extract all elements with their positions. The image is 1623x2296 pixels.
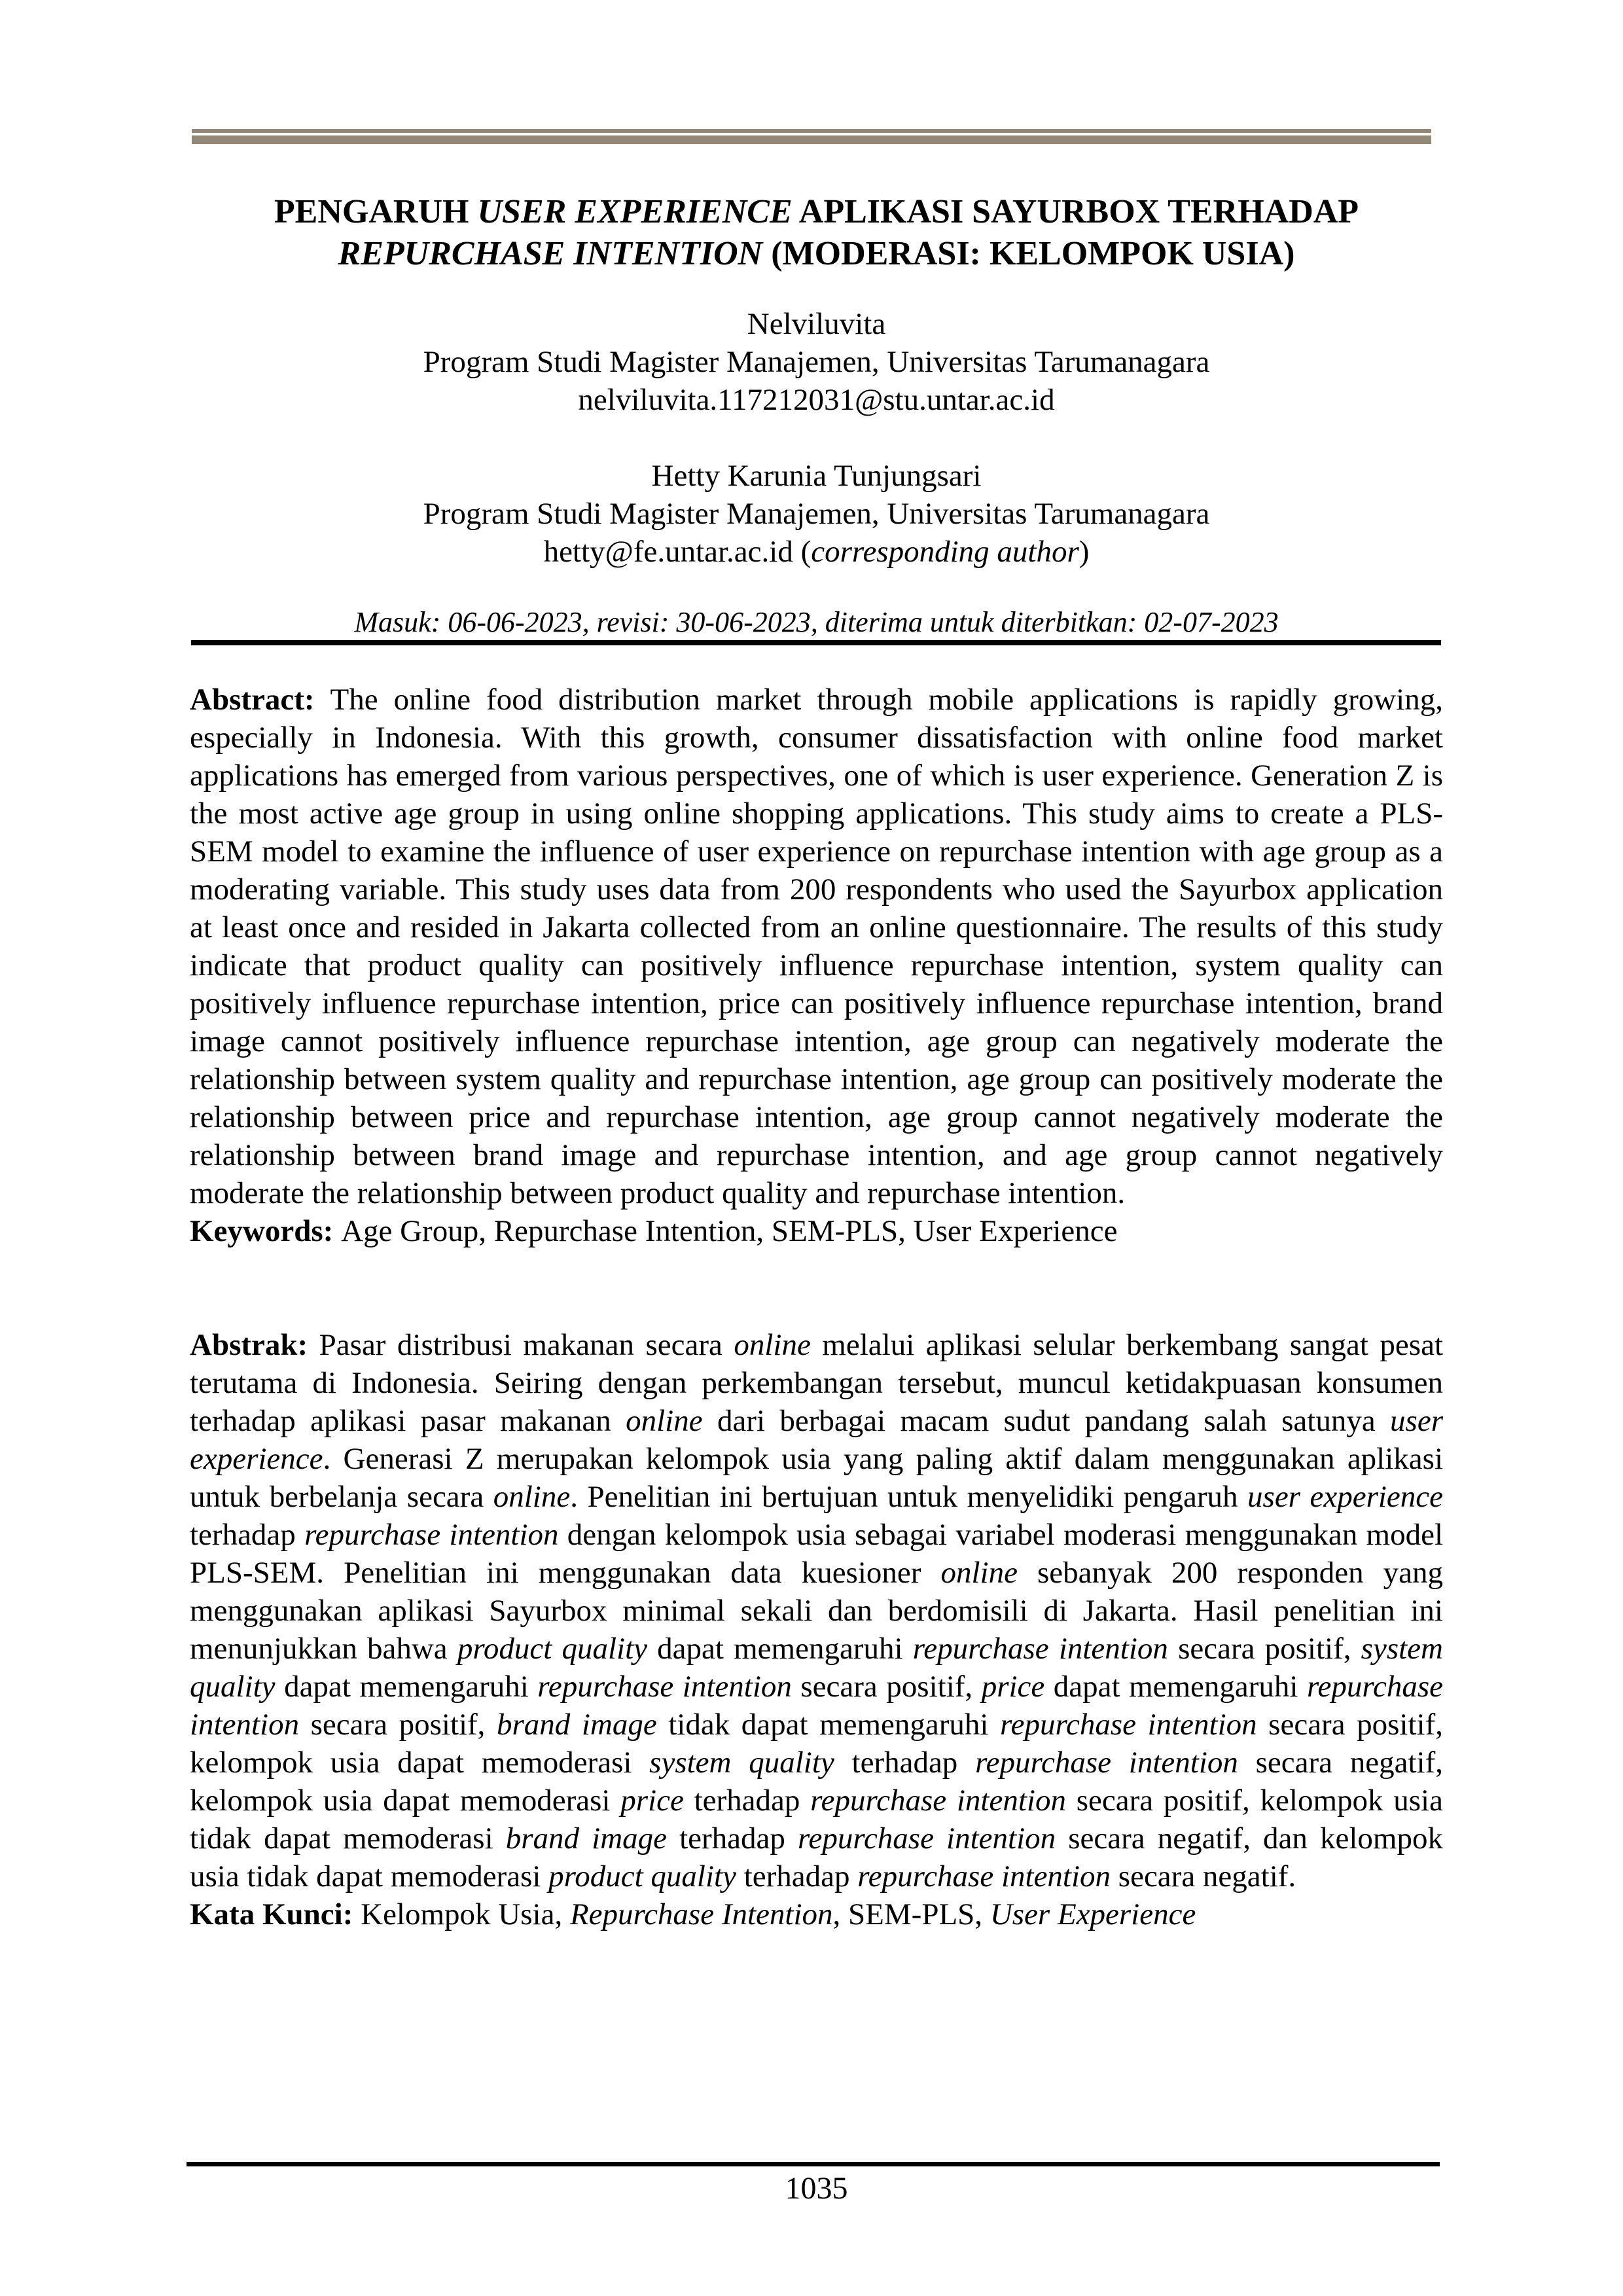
paper-title (190, 191, 1443, 275)
footer-divider-rule (187, 2162, 1440, 2166)
author-name: Nelviluvita (747, 307, 886, 341)
author-block-1 (190, 305, 1443, 419)
keywords-line: Keywords: Age Group, Repurchase Intention, SEM-PLS, User Experience (190, 1214, 1118, 1248)
header-rule-thick (192, 135, 1431, 144)
submission-dates-line: Masuk: 06-06-2023, revisi: 30-06-2023, diterima untuk diterbitkan: 02-07-2023 (354, 606, 1279, 638)
author-affiliation: Program Studi Magister Manajemen, Universitas Tarumanagara (423, 497, 1210, 531)
kata-kunci-line: Kata Kunci: Kelompok Usia, Repurchase Intention, SEM-PLS, User Experience (190, 1897, 1196, 1931)
section-divider-rule (191, 640, 1441, 645)
author-email: hetty@fe.untar.ac.id (corresponding author) (543, 535, 1090, 569)
paper-title-line-2: REPURCHASE INTENTION (MODERASI: KELOMPOK USIA) (338, 235, 1295, 272)
abstract-english-section (190, 681, 1443, 1250)
author-block-2 (190, 457, 1443, 571)
author-affiliation: Program Studi Magister Manajemen, Universitas Tarumanagara (423, 345, 1210, 379)
abstract-indonesian-paragraph: Abstrak: Pasar distribusi makanan secara online melalui aplikasi selular berkembang sangat pesat terutama di Indonesia. Seiring dengan perkembangan tersebut, muncul ketidakpuasan konsumen terhadap aplikasi pasar makanan online dari berbagai macam sudut pandang salah satunya user experience. Generasi Z merupakan kelompok usia yang paling aktif dalam menggunakan aplikasi untuk berbelanja secara online. Penelitian ini bertujuan untuk menyelidiki pengaruh user experience terhadap repurchase intention dengan kelompok usia sebagai variabel moderasi menggunakan model PLS-SEM. Penelitian ini menggunakan data kuesioner online sebanyak 200 responden yang menggunakan aplikasi Sayurbox minimal sekali dan berdomisili di Jakarta. Hasil penelitian ini menunjukkan bahwa product quality dapat memengaruhi repurchase intention secara positif, system quality dapat memengaruhi repurchase intention secara positif, price dapat memengaruhi repurchase intention secara positif, brand image tidak dapat memengaruhi repurchase intention secara positif, kelompok usia dapat memoderasi system quality terhadap repurchase intention secara negatif, kelompok usia dapat memoderasi price terhadap repurchase intention secara positif, kelompok usia tidak dapat memoderasi brand image terhadap repurchase intention secara negatif, dan kelompok usia tidak dapat memoderasi product quality terhadap repurchase intention secara negatif. (190, 1328, 1444, 1893)
author-email: nelviluvita.117212031@stu.untar.ac.id (578, 383, 1055, 417)
page-number: 1035 (785, 2171, 848, 2206)
abstract-english-paragraph: Abstract: The online food distribution market through mobile applications is rapidly growing, especially in Indonesia. With this growth, consumer dissatisfaction with online food market applications has emerged from various perspectives, one of which is user experience. Generation Z is the most active age group in using online shopping applications. This study aims to create a PLS-SEM model to examine the influence of user experience on repurchase intention with age group as a moderating variable. This study uses data from 200 respondents who used the Sayurbox application at least once and resided in Jakarta collected from an online questionnaire. The results of this study indicate that product quality can positively influence repurchase intention, system quality can positively influence repurchase intention, price can positively influence repurchase intention, brand image cannot positively influence repurchase intention, age group can negatively moderate the relationship between system quality and repurchase intention, age group can positively moderate the relationship between price and repurchase intention, age group cannot negatively moderate the relationship between brand image and repurchase intention, and age group cannot negatively moderate the relationship between product quality and repurchase intention. (190, 683, 1443, 1210)
author-name: Hetty Karunia Tunjungsari (651, 459, 982, 493)
abstract-indonesian-section (190, 1326, 1443, 1933)
header-rule-thin (192, 129, 1431, 133)
paper-title-line-1: PENGARUH USER EXPERIENCE APLIKASI SAYURBOX TERHADAP (274, 193, 1359, 230)
